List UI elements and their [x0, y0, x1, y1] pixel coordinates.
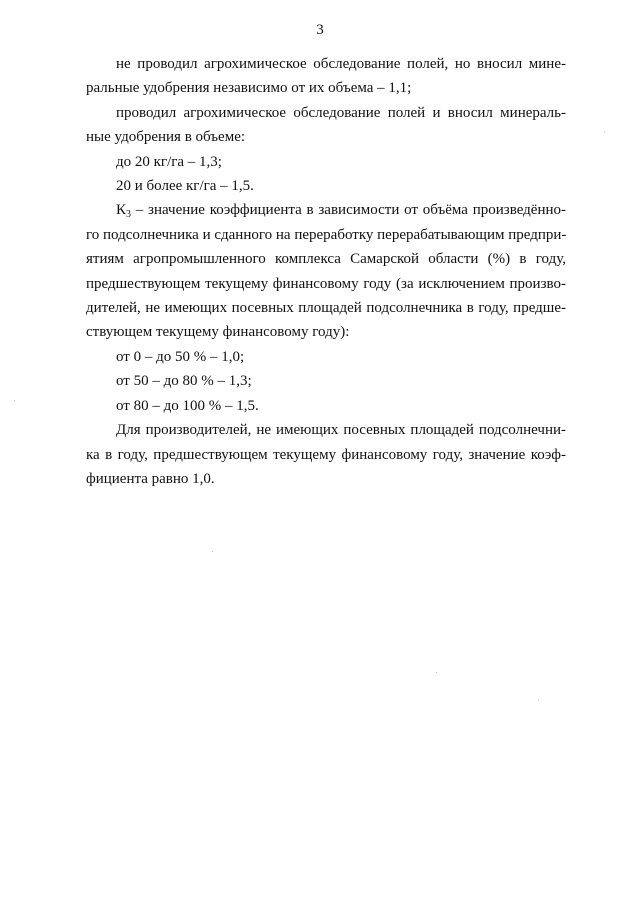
paragraph-with-survey: [86, 101, 566, 150]
paragraph-line: проводил агрохимическое обследование полей и вносил минераль-: [116, 104, 566, 121]
paragraph-no-sown-area: [86, 418, 566, 491]
paragraph-line: ральные удобрения независимо от их объема – 1,1;: [86, 80, 412, 97]
paragraph-line: не проводил агрохимическое обследование полей, но вносил мине-: [116, 56, 566, 72]
k3-subscript: 3: [126, 209, 132, 221]
document-body: [86, 52, 566, 491]
list-item: от 80 – до 100 % – 1,5.: [116, 397, 259, 414]
fertilizer-volume-list: [86, 150, 566, 199]
paragraph-no-survey: [86, 52, 566, 101]
k3-text: – значение коэффициента в зависимости от объёма произведённо-: [131, 202, 566, 219]
paragraph-line: ка в году, предшествующем текущему финансовому году, значение коэф-: [86, 446, 566, 463]
k3-symbol: К: [116, 202, 127, 219]
list-item: от 50 – до 80 % – 1,3;: [116, 373, 252, 390]
list-item: до 20 кг/га – 1,3;: [116, 153, 222, 170]
paragraph-line: Для производителей, не имеющих посевных площадей подсолнечни-: [116, 422, 566, 439]
list-item: 20 и более кг/га – 1,5.: [116, 178, 254, 195]
paragraph-line: фициента равно 1,0.: [86, 470, 215, 487]
list-item: от 0 – до 50 % – 1,0;: [116, 348, 245, 365]
paragraph-line: [86, 198, 566, 222]
scan-speck: [604, 132, 605, 133]
sunflower-share-list: [86, 345, 566, 418]
paragraph-line: ные удобрения в объеме:: [86, 129, 246, 146]
paragraph-k3-definition: [86, 198, 566, 344]
paragraph-line: ствующем текущему финансовому году):: [86, 324, 350, 341]
paragraph-line: предшествующем текущему финансовому году (за исключением произво-: [86, 275, 566, 292]
scan-speck: [436, 672, 437, 673]
scan-speck: [14, 400, 15, 401]
scan-speck: [538, 700, 539, 701]
paragraph-line: го подсолнечника и сданного на переработку перерабатывающим предпри-: [86, 226, 567, 243]
paragraph-line: дителей, не имеющих посевных площадей подсолнечника в году, предше-: [86, 300, 566, 317]
page-number: 3: [316, 22, 324, 38]
scan-speck: [212, 551, 213, 552]
paragraph-line: ятиям агропромышленного комплекса Самарской области (%) в году,: [86, 251, 566, 268]
